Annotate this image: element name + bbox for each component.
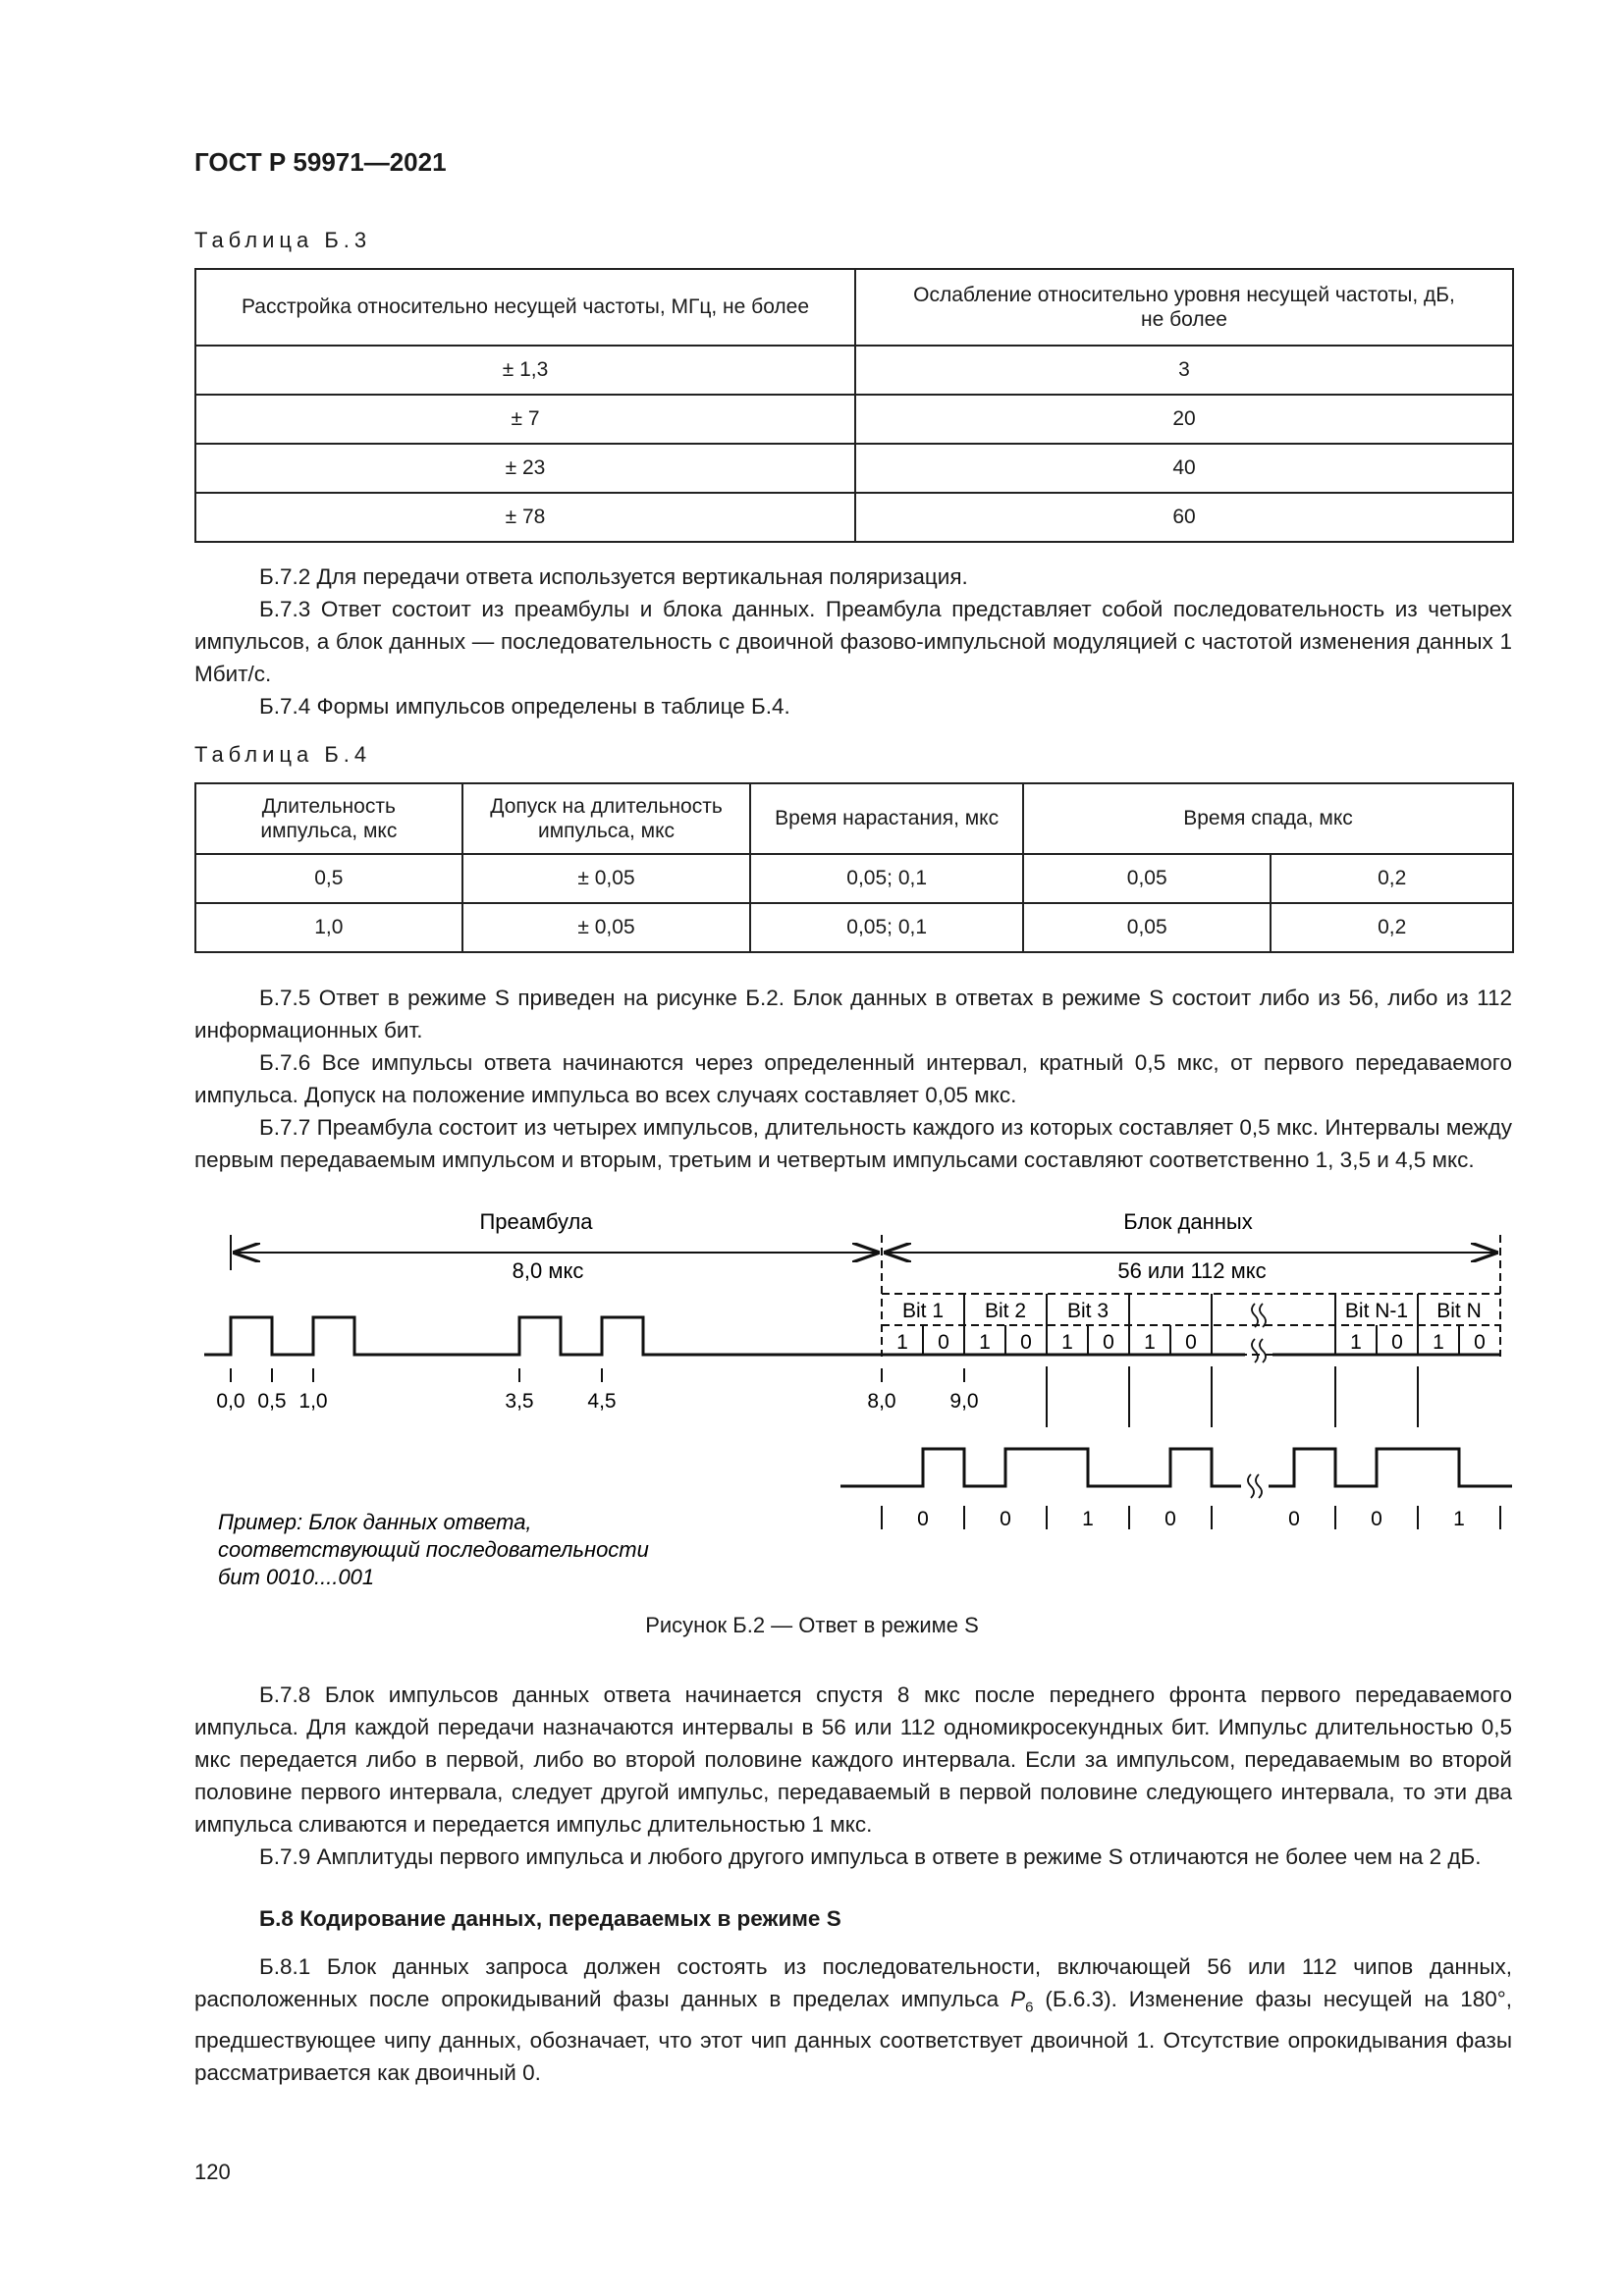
figure-caption: Рисунок Б.2 — Ответ в режиме S (645, 1613, 979, 1637)
bit-label: Bit N (1436, 1300, 1482, 1322)
table-row: 0,5 ± 0,05 0,05; 0,1 0,05 0,2 (195, 854, 1513, 903)
table-row: ± 78 60 (195, 493, 1513, 542)
example-waveform (840, 1449, 1512, 1486)
table-b4-caption: Таблица Б.4 (194, 742, 372, 767)
tick-label: 3,5 (505, 1390, 534, 1413)
paragraph-b73: Б.7.3 Ответ состоит из преамбулы и блока данных. Преамбула представляет собой последовательность из четырех импульсов, а блок данных — последовательность с двоичной фазово-импульсной модуляцией с частотой изменения данных 1 Мбит/с. (194, 597, 1512, 686)
table-row: ± 1,3 3 (195, 346, 1513, 395)
chip-value: 1 (979, 1331, 991, 1354)
table-b4-header-tolerance: Допуск на длительность импульса, мкс (462, 783, 751, 854)
chip-value: 0 (938, 1331, 949, 1354)
tick-label: 4,5 (587, 1390, 617, 1413)
tick-label: 1,0 (298, 1390, 328, 1413)
table-b3-header-2: Ослабление относительно уровня несущей частоты, дБ, не более (855, 269, 1513, 346)
bit-label: Bit 1 (901, 1300, 945, 1322)
tick-label: 8,0 (867, 1390, 896, 1413)
example-bit-value: 0 (917, 1508, 929, 1530)
paragraph-b77: Б.7.7 Преамбула состоит из четырех импульсов, длительность каждого из которых составляет 0,5 мкс. Интервалы между первым передаваемым импульсом и вторым, третьим и четвертым импульсами составляют соответственно 1, 3,5 и 4,5 мкс. (194, 1115, 1512, 1172)
chip-value: 1 (896, 1331, 908, 1354)
preamble-waveform (204, 1317, 1500, 1355)
block-label: Блок данных (1123, 1209, 1253, 1234)
example-bit-delimiters (882, 1506, 1500, 1529)
time-ticks (231, 1368, 964, 1382)
chip-value: 1 (1061, 1331, 1073, 1354)
table-b3-header-1: Расстройка относительно несущей частоты, МГц, не более (195, 269, 855, 346)
chip-value: 0 (1391, 1331, 1403, 1354)
table-row: ± 7 20 (195, 395, 1513, 444)
example-bit-value: 0 (1371, 1508, 1382, 1530)
paragraph-b76: Б.7.6 Все импульсы ответа начинаются через определенный интервал, кратный 0,5 мкс, от первого передаваемого импульса. Допуск на положение импульса во всех случаях составляет 0,05 мкс. (194, 1050, 1512, 1107)
chip-value: 0 (1103, 1331, 1114, 1354)
table-b4-header-fall: Время спада, мкс (1023, 783, 1513, 854)
bit-label: Bit 2 (984, 1300, 1027, 1322)
table-b3-caption: Таблица Б.3 (194, 228, 372, 252)
paragraph-b72: Б.7.2 Для передачи ответа используется вертикальная поляризация. (259, 564, 968, 589)
paragraph-b81: Б.8.1 Блок данных запроса должен состоять из последовательности, включающей 56 или 112 чипов данных, расположенных после опрокидываний фазы данных в пределах импульса $P_6$ (Б.6.3). Изменение фазы несущей на 180°, предшествующее чипу данных, обозначает, что этот чип данных соответствует двоичной 1. Отсутствие опрокидывания фазы рассматривается как двоичный 0. (194, 1954, 1512, 2085)
bit-label: Bit 3 (1066, 1300, 1110, 1322)
section-heading-b8: Б.8 Кодирование данных, передаваемых в режиме S (259, 1906, 841, 1931)
table-row: 1,0 ± 0,05 0,05; 0,1 0,05 0,2 (195, 903, 1513, 952)
chip-value: 1 (1350, 1331, 1362, 1354)
example-note-line: Пример: Блок данных ответа, (218, 1510, 532, 1534)
bit-label: Bit N-1 (1344, 1300, 1409, 1322)
example-bit-value: 0 (1288, 1508, 1300, 1530)
page-number: 120 (194, 2160, 231, 2184)
tick-label: 0,5 (257, 1390, 287, 1413)
chip-value: 0 (1474, 1331, 1486, 1354)
block-duration: 56 или 112 мкс (1117, 1258, 1267, 1283)
preamble-duration: 8,0 мкс (512, 1258, 584, 1283)
paragraph-b79: Б.7.9 Амплитуды первого импульса и любого другого импульса в ответе в режиме S отличаются не более чем на 2 дБ. (259, 1844, 1482, 1869)
tick-label: 0,0 (216, 1390, 245, 1413)
example-bit-value: 1 (1453, 1508, 1465, 1530)
example-bit-value: 1 (1082, 1508, 1094, 1530)
paragraph-b75: Б.7.5 Ответ в режиме S приведен на рисунке Б.2. Блок данных в ответах в режиме S состоит либо из 56, либо из 112 информационных бит. (194, 986, 1512, 1042)
chip-value: 1 (1144, 1331, 1156, 1354)
chip-value: 0 (1020, 1331, 1032, 1354)
table-b4-header-rise: Время нарастания, мкс (750, 783, 1023, 854)
table-b3 (194, 268, 1514, 543)
paragraph-b78: Б.7.8 Блок импульсов данных ответа начинается спустя 8 мкс после переднего фронта первого передаваемого импульса. Для каждой передачи назначаются интервалы в 56 или 112 одномикросекундных бит. Импульс длительностью 0,5 мкс передается либо в первой, либо во второй половине каждого интервала. Если за импульсом, передаваемым во второй половине первого интервала, следует другой импульс, передаваемый в первой половине следующего интервала, то эти два импульса сливаются и передается импульс длительностью 1 мкс. (194, 1682, 1512, 1837)
chip-value: 1 (1433, 1331, 1444, 1354)
paragraph-b74: Б.7.4 Формы импульсов определены в таблице Б.4. (259, 694, 790, 719)
example-bit-value: 0 (1164, 1508, 1176, 1530)
tick-label: 9,0 (949, 1390, 979, 1413)
document-header: ГОСТ Р 59971—2021 (194, 147, 447, 177)
example-note-line: бит 0010....001 (218, 1565, 375, 1589)
table-b4 (194, 782, 1514, 953)
preamble-label: Преамбула (479, 1209, 593, 1234)
table-b4-header-duration: Длительность импульса, мкс (195, 783, 462, 854)
chip-value: 0 (1185, 1331, 1197, 1354)
figure-b2-diagram (194, 1200, 1520, 1612)
table-row: ± 23 40 (195, 444, 1513, 493)
example-note-line: соответствующий последовательности (218, 1537, 649, 1562)
break-mark-bottom (1248, 1474, 1262, 1498)
example-bit-value: 0 (1000, 1508, 1011, 1530)
